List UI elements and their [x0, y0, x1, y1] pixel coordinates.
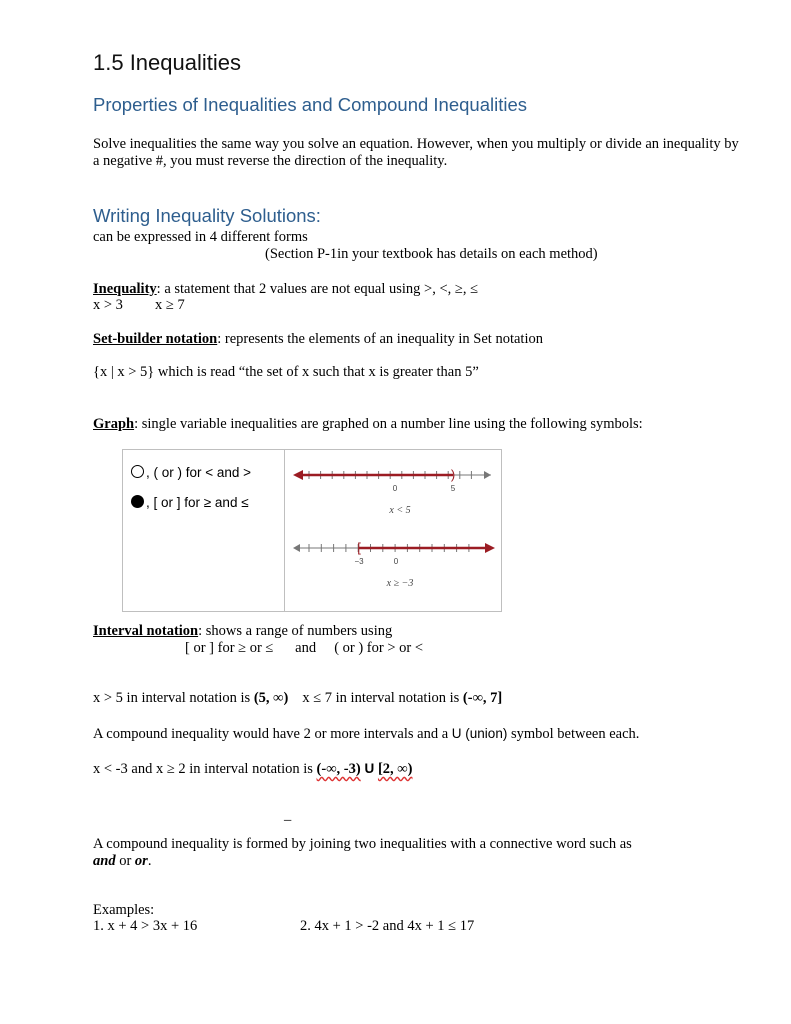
- open-circle-icon: [131, 465, 144, 478]
- interval-definition: [93, 623, 392, 640]
- union-label: U (union): [451, 726, 508, 741]
- intro-text-line1: Solve inequalities the same way you solve an equation. However, when you multiply or divide an inequality by: [93, 136, 739, 152]
- connective-and: and: [93, 853, 116, 869]
- setbuilder-example: {x | x > 5} which is read “the set of x such that x is greater than 5”: [93, 364, 479, 380]
- interval-term: Interval notation: [93, 623, 199, 639]
- connective-or: or: [134, 853, 148, 869]
- interval-brackets-line: [ or ] for ≥ or ≤ and ( or ) for > or <: [185, 640, 424, 656]
- compound-interval-1: (-∞, -3): [316, 761, 361, 777]
- closed-circle-row: [131, 495, 249, 510]
- interval-ex2-value: (-∞, 7]: [462, 690, 503, 706]
- tick-label-0: 0: [392, 484, 398, 493]
- axis-arrow-left: [293, 544, 300, 552]
- open-circle-label: , ( or ) for < and >: [146, 465, 252, 480]
- compound-interval-2: [2, ∞): [377, 761, 413, 777]
- graph-symbols-table: [122, 449, 502, 612]
- open-paren-marker: ): [450, 467, 456, 482]
- setbuilder-definition: [93, 331, 543, 348]
- compound-example: [93, 760, 412, 778]
- inequality-term: Inequality: [93, 281, 157, 297]
- compound-definition-line1: A compound inequality is formed by joining two inequalities with a connective word such as: [93, 836, 632, 852]
- number-line-graphs: [285, 450, 501, 611]
- closed-bracket-marker: [: [357, 540, 361, 555]
- compound-union-text-a: A compound inequality would have 2 or more intervals and a: [93, 726, 452, 742]
- stray-dash: –: [284, 812, 292, 828]
- tick-label-neg3: −3: [354, 557, 364, 566]
- interval-ex1-value: (5, ∞): [253, 690, 289, 706]
- intro-text-line2: a negative #, you must reverse the direction of the inequality.: [93, 153, 448, 169]
- graph-definition-text: : single variable inequalities are graphed on a number line using the following symbols:: [134, 416, 643, 432]
- compound-union-text-c: symbol between each.: [507, 726, 640, 742]
- forms-line: can be expressed in 4 different forms: [93, 229, 308, 245]
- compound-union-line: [93, 725, 639, 743]
- setbuilder-term: Set-builder notation: [93, 331, 218, 347]
- page-title: 1.5 Inequalities: [93, 50, 241, 75]
- graph-definition: [93, 416, 643, 433]
- example-2: 2. 4x + 1 > -2 and 4x + 1 ≤ 17: [300, 918, 475, 934]
- tick-label-0: 0: [393, 557, 399, 566]
- interval-examples: [93, 690, 502, 707]
- connective-end: .: [147, 853, 152, 869]
- solution-arrow-right: [485, 543, 495, 553]
- inequality-definition-text: : a statement that 2 values are not equal using >, <, ≥, ≤: [156, 281, 479, 297]
- example-1: 1. x + 4 > 3x + 16: [93, 918, 198, 934]
- graph-caption-2: x ≥ −3: [386, 578, 414, 589]
- graph-caption-1: x < 5: [389, 505, 411, 516]
- graph-term: Graph: [93, 416, 135, 432]
- inequality-example1: x > 3: [93, 297, 123, 313]
- number-line-x-ge-neg3: [293, 540, 495, 589]
- filled-circle-icon: [131, 495, 144, 508]
- compound-definition-line2: [93, 853, 151, 870]
- connective-or-pre: or: [115, 853, 135, 869]
- open-circle-row: [131, 465, 251, 480]
- interval-definition-text: : shows a range of numbers using: [198, 623, 393, 639]
- solution-arrow-left: [293, 470, 303, 480]
- section-heading-properties: Properties of Inequalities and Compound Inequalities: [93, 94, 528, 115]
- interval-ex2-text: x ≤ 7 in interval notation is: [302, 690, 463, 706]
- section-heading-writing: Writing Inequality Solutions:: [93, 205, 321, 226]
- compound-example-text: x < -3 and x ≥ 2 in interval notation is: [93, 761, 317, 777]
- inequality-example2: x ≥ 7: [155, 297, 185, 313]
- section-reference: (Section P-1in your textbook has details on each method): [265, 246, 598, 262]
- axis-arrow-right: [484, 471, 491, 479]
- inequality-definition: [93, 281, 478, 298]
- union-symbol: U: [360, 761, 378, 776]
- closed-circle-label: , [ or ] for ≥ and ≤: [146, 495, 249, 510]
- interval-ex1-text: x > 5 in interval notation is: [93, 690, 254, 706]
- examples-label: Examples:: [93, 902, 155, 918]
- number-line-x-less-5: [293, 467, 491, 516]
- setbuilder-definition-text: : represents the elements of an inequality in Set notation: [217, 331, 543, 347]
- tick-label-5: 5: [450, 484, 456, 493]
